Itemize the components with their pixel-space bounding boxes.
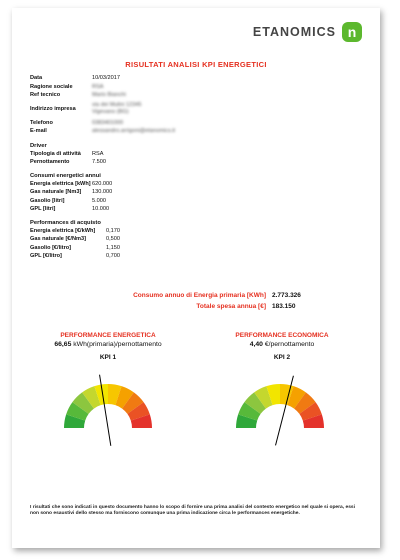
consumi-value: 130.000 [92, 189, 113, 195]
performances-row [30, 227, 236, 236]
consumo-label: Consumo annuo di Energia primaria [KWh] [133, 292, 266, 299]
info-label: Indirizzo impresa [30, 105, 76, 112]
consumo-value: 2.773.326 [272, 292, 301, 299]
kpi1-title: PERFORMANCE ENERGETICA [60, 332, 156, 339]
consumi-label: Gasolio [litri] [30, 197, 65, 204]
performances-value: 0,170 [106, 227, 120, 234]
info-label: Ragione sociale [30, 83, 73, 90]
performances-label: Gasolio [€/litro] [30, 244, 72, 251]
info-row-date [30, 74, 236, 83]
info-row-email [30, 127, 236, 136]
consumi-row [30, 180, 236, 189]
info-value-redacted: alessandro.arrigoni@etanomics.it [92, 128, 176, 134]
performances-label: Energia elettrica [€/kWh] [30, 227, 96, 234]
kpi2-gauge [228, 370, 332, 448]
performances-value: 0,700 [106, 253, 120, 259]
consumi-row [30, 197, 236, 206]
consumi-row [30, 205, 236, 214]
brand-badge-icon: n [342, 22, 362, 42]
info-row-indirizzo [30, 102, 236, 116]
kpi2-title: PERFORMANCE ECONOMICA [235, 332, 329, 339]
consumi-label: Gas naturale [Nm3] [30, 189, 82, 195]
info-row-ragione-sociale [30, 83, 236, 92]
kpi1-value: 66,65 [54, 341, 72, 348]
info-label: E-mail [30, 128, 47, 134]
info-value-redacted: 0383401000 [92, 119, 124, 126]
totals-block [96, 290, 301, 312]
consumi-label: GPL [litri] [30, 206, 56, 212]
info-label: Ref tecnico [30, 92, 61, 98]
performances-label: Gas naturale [€/Nm3] [30, 236, 86, 242]
info-label: Data [30, 75, 43, 81]
driver-label: Tipologia di attività [30, 150, 81, 157]
kpi2-value-line [212, 341, 352, 348]
kpi2-header [212, 332, 352, 361]
driver-value: 7.500 [92, 159, 106, 165]
kpi1-label: KPI 1 [99, 354, 117, 361]
kpi1-unit: kWh(primaria)/pernottamento [73, 341, 162, 348]
consumi-value: 5.000 [92, 197, 106, 204]
info-label: Telefono [30, 119, 53, 126]
performances-value: 0,500 [106, 236, 120, 242]
driver-heading: Driver [30, 142, 47, 149]
consumi-heading: Consumi energetici annui [30, 172, 101, 179]
kpi1-gauge [56, 370, 160, 448]
performances-row [30, 252, 236, 261]
kpi2-unit: €/pernottamento [264, 341, 315, 348]
driver-row [30, 150, 236, 159]
kpi1-header [38, 332, 178, 361]
driver-value: RSA [92, 150, 104, 157]
performances-value: 1,150 [106, 244, 120, 251]
info-row-ref-tecnico [30, 91, 236, 100]
info-row-telefono [30, 119, 236, 128]
brand-logo [253, 22, 362, 42]
spesa-label: Totale spesa annua [€] [196, 303, 266, 310]
info-value: 10/03/2017 [92, 75, 120, 81]
spesa-value: 183.150 [272, 303, 296, 310]
performances-heading: Performances di acquisto [30, 219, 101, 226]
report-title: RISULTATI ANALISI KPI ENERGETICI [125, 60, 267, 69]
performances-row [30, 235, 236, 244]
driver-row [30, 158, 236, 167]
brand-name: ETANOMICS [252, 25, 336, 39]
info-value-redacted: RSA [92, 83, 104, 90]
consumi-label: Energia elettrica [kWh] [30, 180, 91, 187]
info-value-redacted: Mario Bianchi [92, 92, 126, 98]
consumi-value: 620.000 [92, 180, 113, 187]
report-page [12, 8, 380, 548]
performances-label: GPL [€/litro] [30, 253, 62, 259]
kpi1-value-line [38, 341, 178, 348]
kpi2-value: 4,40 [249, 341, 263, 348]
info-block [30, 74, 236, 261]
info-value-redacted: via dei Mulini 12345 Vigevano (BG) [92, 101, 142, 115]
consumi-value: 10.000 [92, 206, 110, 212]
consumi-row [30, 188, 236, 197]
consumo-row [96, 290, 301, 301]
performances-row [30, 244, 236, 253]
disclaimer: I risultati che sono indicati in questo documento hanno lo scopo di fornire una prima analisi del contesto energetico nel quale si opera, essi non sono esaustivi dello stesso ma forniscono comunque una prima indicazione circa le performances energetiche. [30, 505, 356, 516]
driver-label: Pernottamento [30, 159, 70, 165]
kpi2-label: KPI 2 [273, 354, 291, 361]
spesa-row [96, 301, 301, 312]
